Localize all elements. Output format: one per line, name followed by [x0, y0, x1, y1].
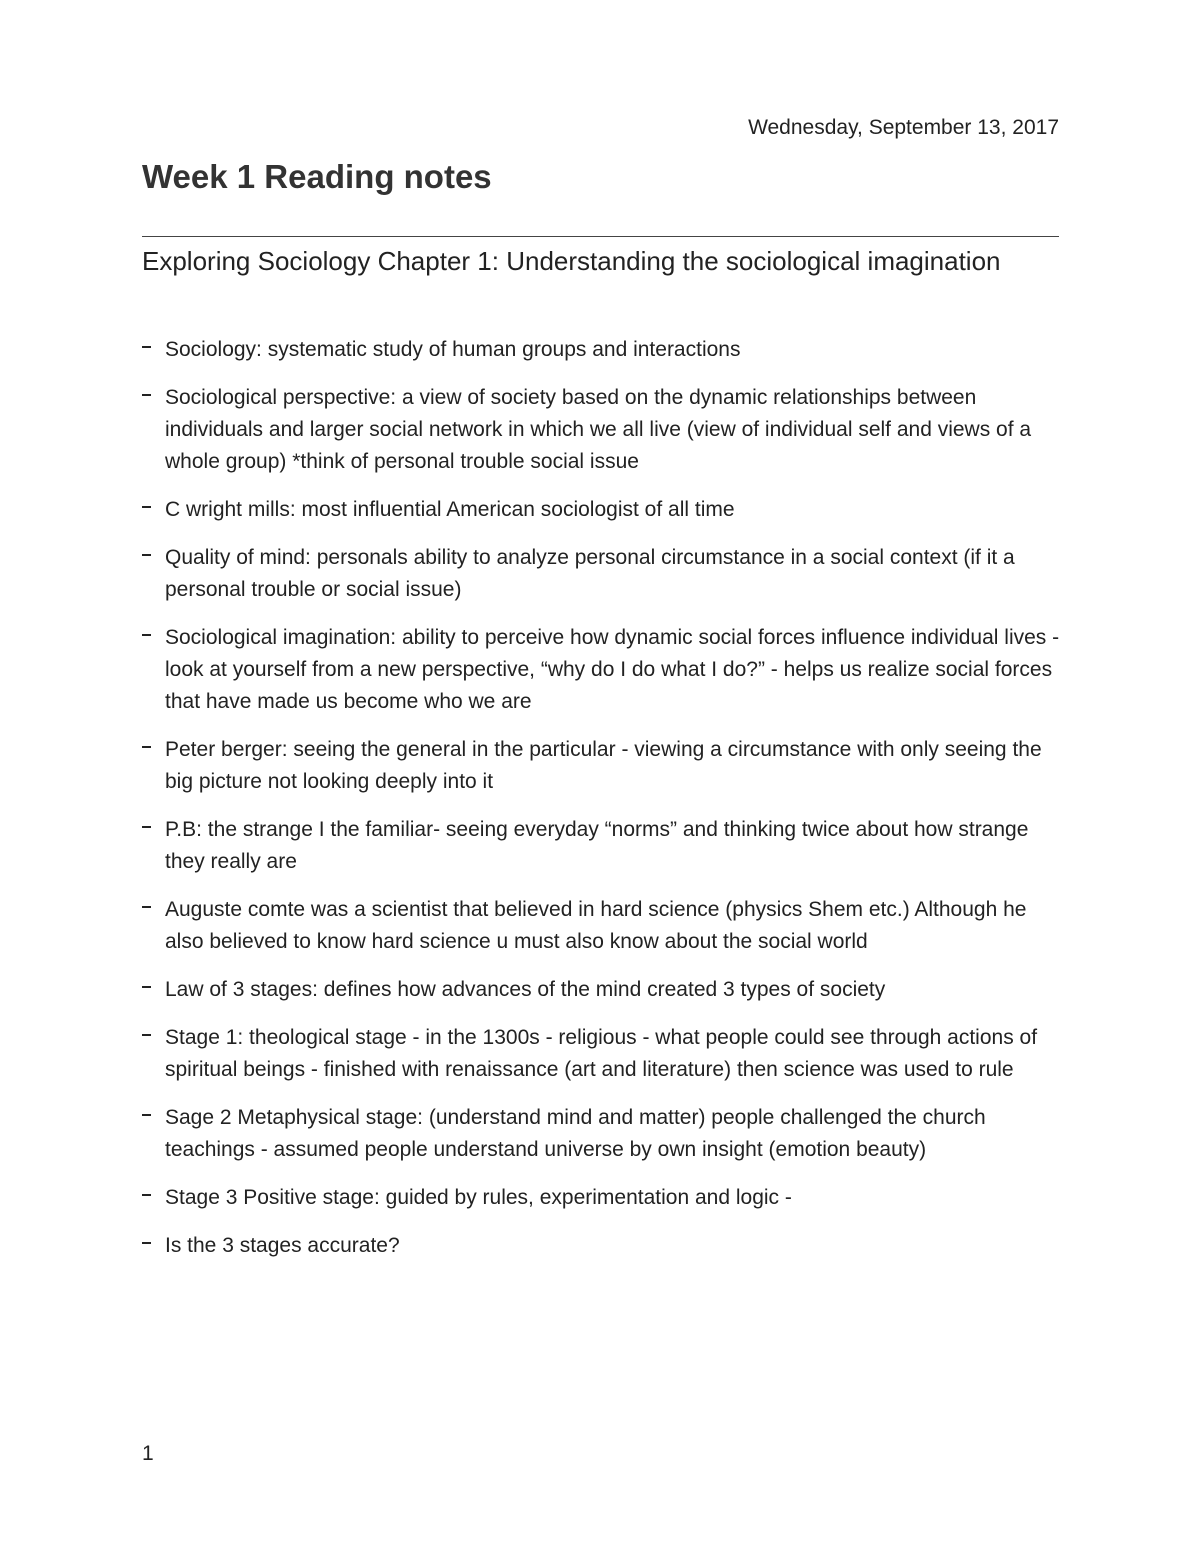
- list-item: [142, 494, 1067, 526]
- list-item: [142, 1022, 1067, 1086]
- note-text: Peter berger: seeing the general in the particular - viewing a circumstance with only seeing the big picture not looking deeply into it: [165, 738, 1042, 793]
- list-item: [142, 622, 1067, 718]
- note-text: Sociological imagination: ability to perceive how dynamic social forces influence individual lives -look at yourself from a new perspective, “why do I do what I do?” - helps us realize social forces that have made us become who we are: [165, 626, 1060, 713]
- title-divider: [142, 236, 1059, 237]
- page-title: Week 1 Reading notes: [142, 158, 492, 195]
- note-text: Sociological perspective: a view of society based on the dynamic relationships between individuals and larger social network in which we all live (view of individual self and views of a whole group) *think of personal trouble social issue: [165, 386, 1032, 473]
- note-text: Sage 2 Metaphysical stage: (understand mind and matter) people challenged the church teachings - assumed people understand universe by own insight (emotion beauty): [165, 1106, 986, 1161]
- note-text: Stage 1: theological stage - in the 1300s - religious - what people could see through actions of spiritual beings - finished with renaissance (art and literature) then science was used to rule: [165, 1026, 1038, 1081]
- notes-list: [142, 334, 1067, 1278]
- note-text: Auguste comte was a scientist that believed in hard science (physics Shem etc.) Although he also believed to know hard science u must also know about the social world: [165, 898, 1027, 953]
- list-item: [142, 734, 1067, 798]
- list-item: [142, 542, 1067, 606]
- note-text: C wright mills: most influential American sociologist of all time: [165, 498, 735, 521]
- page-number: 1: [142, 1442, 154, 1465]
- note-text: Quality of mind: personals ability to analyze personal circumstance in a social context (if it a personal trouble or social issue): [165, 546, 1015, 601]
- document-date: Wednesday, September 13, 2017: [748, 116, 1059, 139]
- list-item: [142, 1102, 1067, 1166]
- list-item: [142, 334, 1067, 366]
- section-title: Exploring Sociology Chapter 1: Understanding the sociological imagination: [142, 246, 1001, 276]
- list-item: [142, 382, 1067, 478]
- note-text: Stage 3 Positive stage: guided by rules, experimentation and logic -: [165, 1186, 792, 1209]
- list-item: [142, 894, 1067, 958]
- note-text: Sociology: systematic study of human groups and interactions: [165, 338, 741, 361]
- note-text: Law of 3 stages: defines how advances of the mind created 3 types of society: [165, 978, 886, 1001]
- note-text: P.B: the strange I the familiar- seeing everyday “norms” and thinking twice about how strange they really are: [165, 818, 1029, 873]
- note-text: Is the 3 stages accurate?: [165, 1234, 400, 1257]
- list-item: [142, 1230, 1067, 1262]
- list-item: [142, 974, 1067, 1006]
- list-item: [142, 814, 1067, 878]
- list-item: [142, 1182, 1067, 1214]
